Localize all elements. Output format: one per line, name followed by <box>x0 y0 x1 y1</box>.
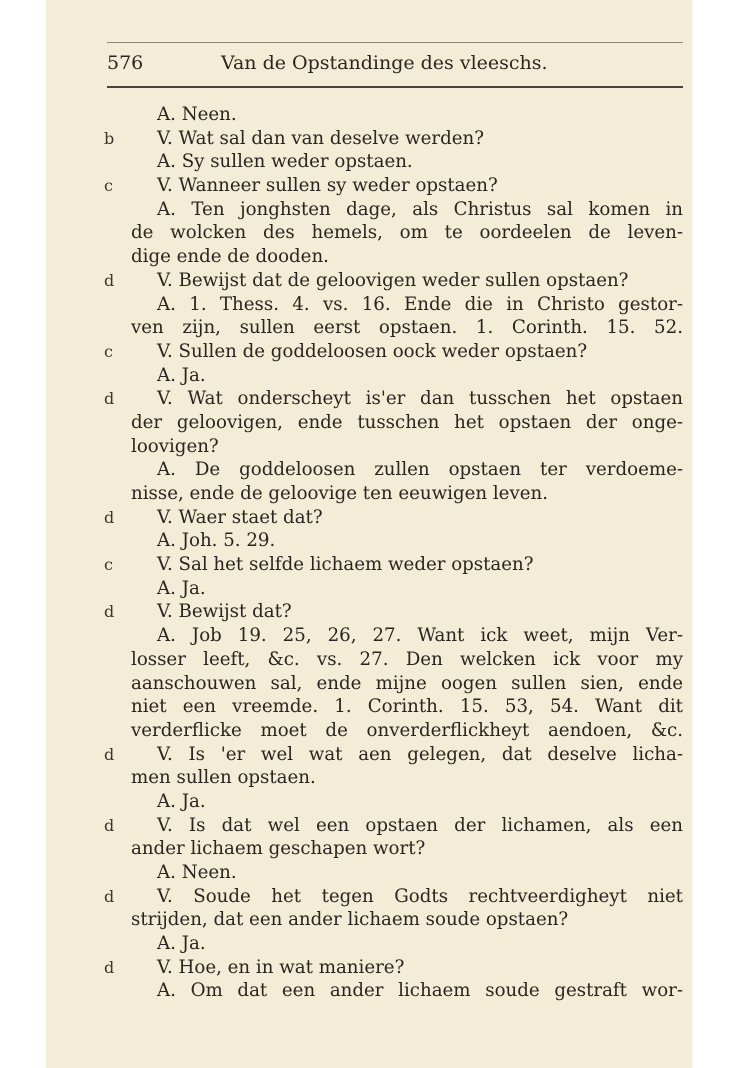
text-line <box>0 766 738 790</box>
text-line <box>0 648 738 672</box>
text-line <box>0 435 738 459</box>
line-text: V. Hoe, en in wat maniere? <box>157 956 405 978</box>
line-text: V. Wat sal dan van deselve werden? <box>157 127 484 149</box>
text-line <box>0 150 738 174</box>
margin-marker: d <box>104 957 115 977</box>
line-text: V. Wat onderscheyt is'er dan tusschen het opstaen <box>157 388 683 410</box>
line-text: V. Waer staet dat? <box>157 506 323 528</box>
text-line <box>0 885 738 909</box>
margin-marker: d <box>104 815 115 835</box>
top-rule <box>107 42 683 43</box>
line-text: A. Sy sullen weder opstaen. <box>157 151 413 173</box>
line-text: losser leeft, &c. vs. 27. Den welcken ick voor my <box>131 648 683 670</box>
line-text: A. Joh. 5. 29. <box>157 530 276 552</box>
text-line <box>0 553 738 577</box>
text-line <box>0 790 738 814</box>
line-text: A. Neen. <box>157 104 237 125</box>
margin-marker: c <box>104 176 113 196</box>
line-text: V. Bewijst dat de geloovigen weder sullen opstaen? <box>157 269 629 291</box>
text-line <box>0 529 738 553</box>
text-line <box>0 979 738 1003</box>
text-line <box>0 221 738 245</box>
margin-marker: d <box>104 270 115 290</box>
text-line <box>0 672 738 696</box>
text-line <box>0 908 738 932</box>
line-text: A. Job 19. 25, 26, 27. Want ick weet, mijn Ver- <box>157 625 683 647</box>
line-text: V. Sal het selfde lichaem weder opstaen? <box>157 554 534 576</box>
line-text: de wolcken des hemels, om te oordeelen de leven- <box>131 222 683 244</box>
line-text: A. Ja. <box>157 790 206 812</box>
text-line <box>0 174 738 198</box>
line-text: A. 1. Thess. 4. vs. 16. Ende die in Christo gestor- <box>157 293 683 315</box>
text-line <box>0 198 738 222</box>
text-line <box>0 861 738 885</box>
margin-marker: b <box>104 128 115 148</box>
margin-marker: c <box>104 341 113 361</box>
margin-marker: d <box>104 744 115 764</box>
running-title: Van de Opstandinge des vleeschs. <box>221 52 548 74</box>
line-text: men sullen opstaen. <box>131 767 316 789</box>
margin-marker: c <box>104 555 113 575</box>
text-line <box>0 387 738 411</box>
line-text: der geloovigen, ende tusschen het opstaen der onge- <box>131 411 683 433</box>
text-line <box>0 932 738 956</box>
line-text: loovigen? <box>131 435 219 457</box>
text-line <box>0 695 738 719</box>
text-line <box>0 127 738 151</box>
line-text: V. Is dat wel een opstaen der lichamen, als een <box>157 814 683 836</box>
text-line <box>0 506 738 530</box>
line-text: aanschouwen sal, ende mijne oogen sullen sien, ende <box>131 672 683 694</box>
text-line <box>0 269 738 293</box>
text-line <box>0 624 738 648</box>
line-text: ander lichaem geschapen wort? <box>131 838 426 860</box>
line-text: A. Ja. <box>157 933 206 955</box>
line-text: A. Neen. <box>157 862 237 883</box>
line-text: niet een vreemde. 1. Corinth. 15. 53, 54. Want dit <box>131 696 683 718</box>
line-text: A. De goddeloosen zullen opstaen ter verdoeme- <box>157 459 683 481</box>
text-line <box>0 364 738 388</box>
header-rule <box>107 86 683 88</box>
line-text: A. Ten jonghsten dage, als Christus sal komen in <box>157 198 683 220</box>
text-line <box>0 837 738 861</box>
line-text: V. Bewijst dat? <box>157 601 292 623</box>
line-text: V. Soude het tegen Godts rechtveerdigheyt niet <box>157 885 683 907</box>
text-line <box>0 245 738 269</box>
line-text: A. Om dat een ander lichaem soude gestraft wor- <box>157 980 683 1002</box>
text-line <box>0 458 738 482</box>
text-line <box>0 103 738 127</box>
line-text: V. Wanneer sullen sy weder opstaen? <box>157 175 498 197</box>
margin-marker: d <box>104 507 115 527</box>
line-text: verderflicke moet de onverderflickheyt aendoen, &c. <box>131 719 683 741</box>
text-line <box>0 577 738 601</box>
line-text: A. Ja. <box>157 364 206 386</box>
line-text: V. Sullen de goddeloosen oock weder opstaen? <box>157 340 588 362</box>
text-line <box>0 316 738 340</box>
text-line <box>0 956 738 980</box>
line-text: V. Is 'er wel wat aen gelegen, dat deselve licha- <box>157 743 683 765</box>
margin-marker: d <box>104 389 115 409</box>
line-text: nisse, ende de geloovige ten eeuwigen leven. <box>131 483 548 504</box>
line-text: dige ende de dooden. <box>131 246 329 268</box>
text-line <box>0 482 738 506</box>
text-line <box>0 600 738 624</box>
text-line <box>0 293 738 317</box>
margin-marker: d <box>104 886 115 906</box>
catechism-text <box>0 103 738 1003</box>
line-text: ven zijn, sullen eerst opstaen. 1. Corinth. 15. 52. <box>131 317 683 339</box>
text-line <box>0 411 738 435</box>
margin-marker: d <box>104 602 115 622</box>
text-line <box>0 340 738 364</box>
text-line <box>0 719 738 743</box>
line-text: A. Ja. <box>157 577 206 599</box>
line-text: strijden, dat een ander lichaem soude opstaen? <box>131 909 569 931</box>
text-line <box>0 743 738 767</box>
page-number: 576 <box>107 52 144 74</box>
text-line <box>0 814 738 838</box>
